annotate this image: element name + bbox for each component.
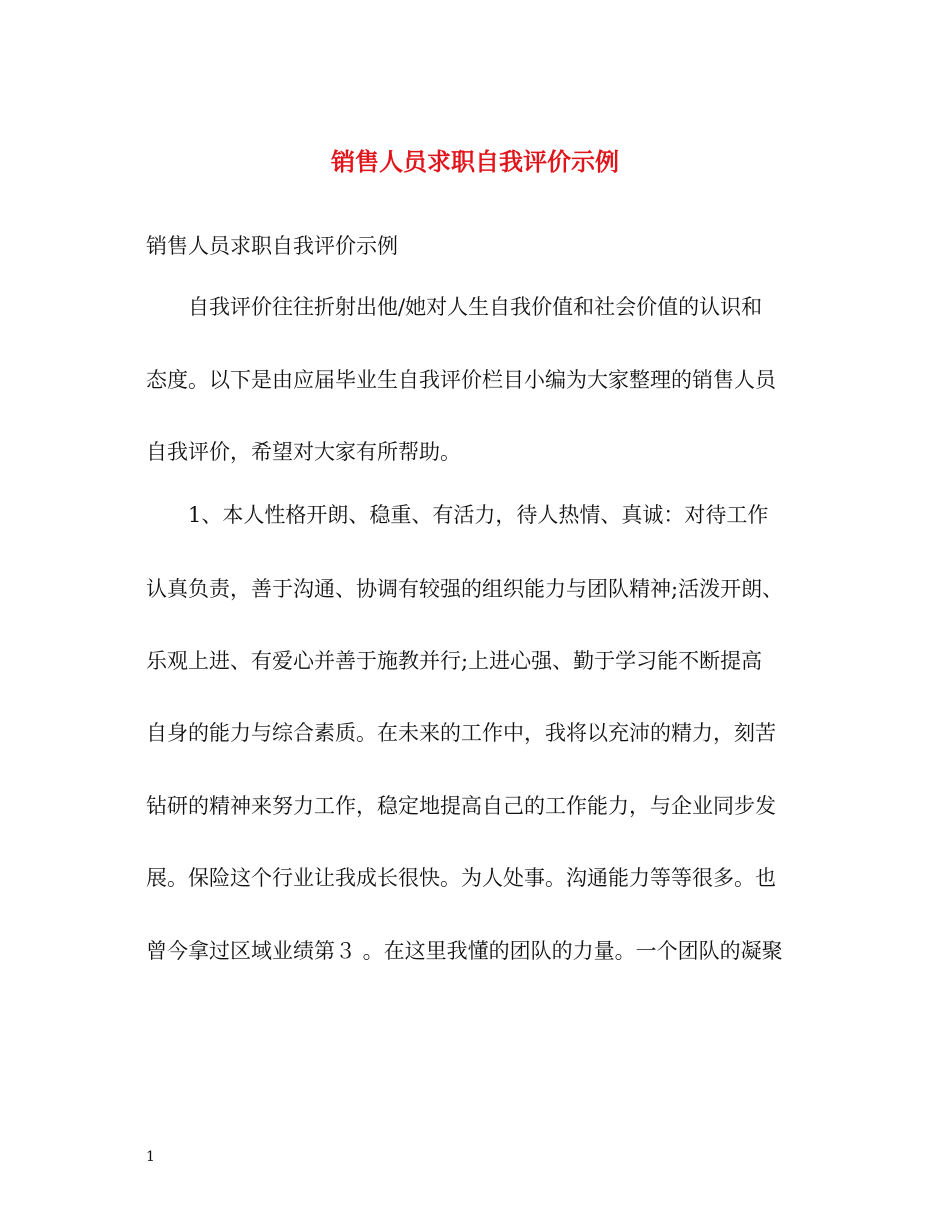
body-line: 态度。以下是由应届毕业生自我评价栏目小编为大家整理的销售人员	[146, 368, 776, 392]
body-line: 自我评价，希望对大家有所帮助。	[146, 440, 461, 464]
body-line: 乐观上进、有爱心并善于施教并行;上进心强、勤于学习能不断提高	[146, 649, 763, 673]
body-line: 1、本人性格开朗、稳重、有活力，待人热情、真诚：对待工作	[188, 503, 769, 527]
body-line: 曾今拿过区域业绩第３ 。在这里我懂的团队的力量。一个团队的凝聚	[146, 939, 783, 963]
body-line: 认真负责，善于沟通、协调有较强的组织能力与团队精神;活泼开朗、	[146, 577, 784, 601]
body-line: 自我评价往往折射出他/她对人生自我价值和社会价值的认识和	[188, 295, 763, 319]
subtitle-line: 销售人员求职自我评价示例	[146, 234, 398, 258]
body-line: 自身的能力与综合素质。在未来的工作中，我将以充沛的精力，刻苦	[146, 721, 776, 745]
page-number: 1	[146, 1149, 155, 1165]
body-line: 钻研的精神来努力工作，稳定地提高自己的工作能力，与企业同步发	[146, 794, 776, 818]
body-line: 展。保险这个行业让我成长很快。为人处事。沟通能力等等很多。也	[146, 866, 776, 890]
document-title: 销售人员求职自我评价示例	[331, 147, 619, 176]
